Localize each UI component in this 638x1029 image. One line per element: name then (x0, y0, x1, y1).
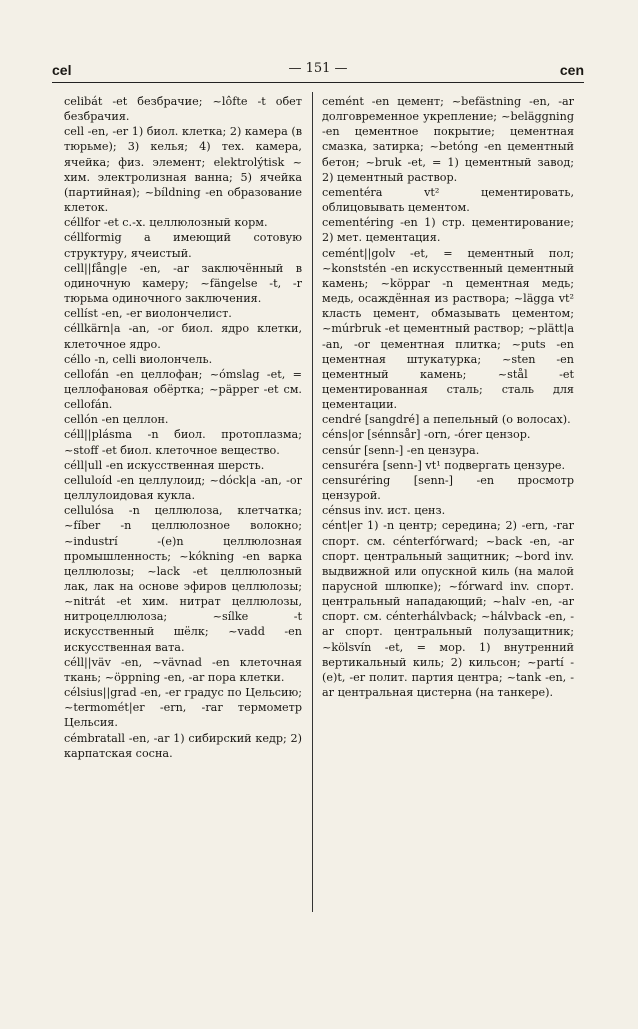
dictionary-entry: censúr [senn-] -en цензура. (322, 443, 480, 457)
dictionary-entry: cementéring -en 1) стр. цементирование; 2) мет. цементация. (322, 216, 574, 245)
dictionary-entry: cemént||golv -et, = цементный пол; ~konststén -en искусственный цементный камень; ~köppar -n цементная медь; медь, осаждённая из раствора; ~lägga vt² класть цемент, обмазывать цементом; ~múrbruk -et цементный раствор; ~plätt|a -an, -or цементная плитка; ~puts -en цементная штукатурка; ~sten -en цементный камень; ~stål -et цементированная сталь; сталь для цементации. (322, 246, 574, 412)
dictionary-entry: céllfor -et с.-х. целлюлозный корм. (64, 216, 268, 230)
dictionary-entry: cént|er 1) -n центр; середина; 2) -ern, -rar спорт. см. cénterfórward; ~back -en, -ar спорт. центральный защитник; ~bord inv. выдвижной или опускной киль (на малой парусной шлюпке); ~fórward inv. спорт. центральный нападающий; ~halv -en, -ar спорт. см. cénterhálvback; ~hálvback -en, -ar спорт. центральный полузащитник; ~kölsvín -et, = мор. 1) внутренний вертикальный киль; 2) кильсон; ~partí -(e)t, -er полит. партия центра; ~tank -en, -ar центральная цистерна (на танкере). (322, 519, 574, 700)
left-column (64, 94, 302, 761)
dictionary-entry: céll||väv -en, ~vävnad -en клеточная ткань; ~öppning -en, -ar пора клетки. (64, 655, 302, 684)
dictionary-entry: cell||fång|e -en, -ar заключённый в одиночную камеру; ~fängelse -t, -r тюрьма одиночного заключения. (64, 261, 302, 306)
dictionary-entry: céllo -n, celli виолончель. (64, 352, 213, 366)
dictionary-entry: céllformig a имеющий сотовую структуру, ячеистый. (64, 231, 302, 260)
dictionary-entry: cellíst -en, -er виолончелист. (64, 307, 232, 321)
dictionary-entry: cellón -en целлон. (64, 413, 169, 427)
dictionary-entry: celluloíd -en целлулоид; ~dóck|a -an, -or целлулоидовая кукла. (64, 473, 302, 503)
dictionary-entry: céllkärn|a -an, -or биол. ядро клетки, клеточное ядро. (64, 322, 302, 351)
dictionary-entry: célsius||grad -en, -er градус по Цельсию; ~termomét|er -ern, -rar термометр Цельсия. (64, 686, 302, 730)
dictionary-entry: céns|or [sénnsår] -orn, -órer цензор. (322, 428, 531, 442)
dictionary-entry: céll|ull -en искусственная шерсть. (64, 458, 265, 472)
dictionary-entry: cendré [sangdré] a пепельный (о волосах). (322, 413, 571, 427)
dictionary-entry: cemént -en цемент; ~befästning -en, -ar долговременное укрепление; ~beläggning -en цементное покрытие; цементная смазка, затирка; ~betóng -en цементный бетон; ~bruk -et, = 1) цементный завод; 2) цементный раствор. (322, 95, 574, 184)
header-left-guide-word: cel (52, 62, 72, 78)
dictionary-entry: cell -en, -er 1) биол. клетка; 2) камера (в тюрьме); 3) келья; 4) тех. камера, ячейка; физ. элемент; elektrolýtisk ~ хим. электролизная ванна; 5) ячейка (партийная); ~bíldning -en образование клеток. (64, 125, 302, 215)
dictionary-entry: censuréra [senn-] vt¹ подвергать цензуре. (322, 458, 566, 472)
dictionary-entry: céll||plásma -n биол. протоплазма; ~stoff -et биол. клеточное вещество. (64, 428, 302, 457)
header-right-guide-word: cen (559, 62, 584, 78)
dictionary-entry: cénsus inv. ист. ценз. (322, 504, 446, 518)
dictionary-entry: celibát -et безбрачие; ~lôfte -t обет безбрачия. (64, 95, 302, 124)
right-column (322, 94, 574, 700)
dictionary-entry: cellulósa -n целлюлоза, клетчатка; ~fíber -n целлюлозное волокно; ~industrí -(e)n целлюлозная промышленность; ~kókning -en варка целлюлозы; ~lack -et целлюлозный лак, лак на основе эфиров целлюлозы; ~nitrát -et хим. нитрат целлюлозы, нитроцеллюлоза; ~sílke -t искусственный шёлк; ~vadd -en искусственная вата. (64, 504, 302, 654)
page-header (52, 60, 584, 83)
column-divider (312, 92, 313, 912)
dictionary-entry: cementéra vt² цементировать, облицовывать цементом. (322, 185, 574, 215)
dictionary-entry: cémbratall -en, -ar 1) сибирский кедр; 2) карпатская сосна. (64, 731, 302, 760)
page-number: — 151 — (288, 61, 348, 76)
dictionary-entry: cellofán -en целлофан; ~ómslag -et, = целлофановая обёртка; ~päpper -et см. cellofán. (64, 367, 302, 412)
dictionary-entry: censuréring [senn-] -en просмотр цензурой. (322, 473, 574, 503)
